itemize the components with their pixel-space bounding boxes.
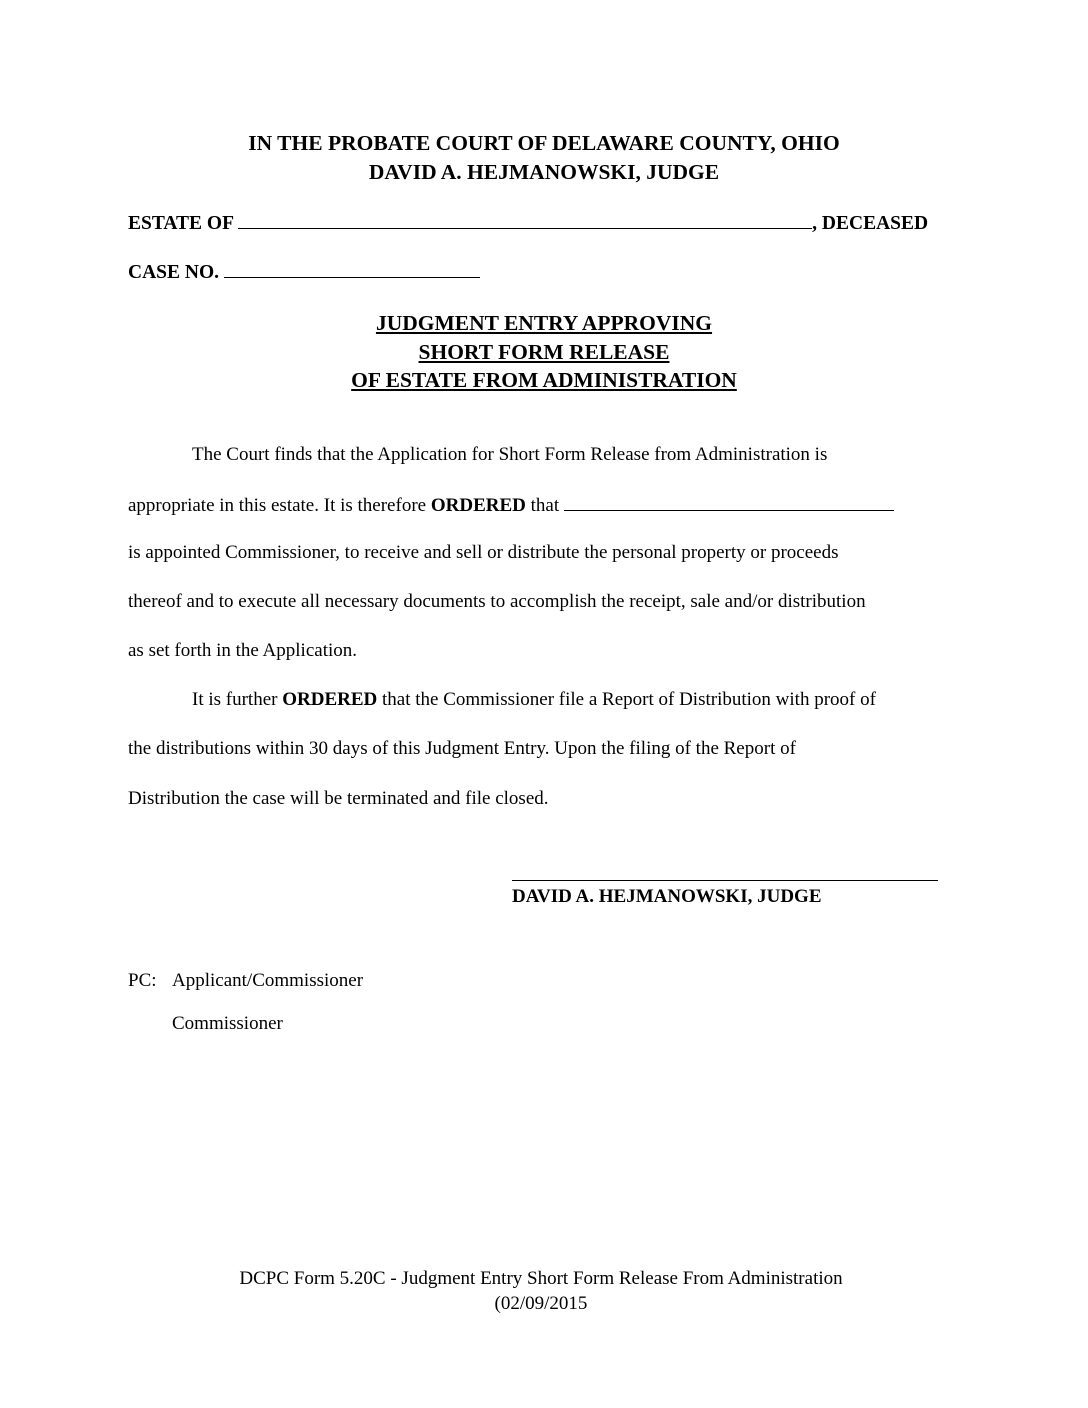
ordered-emphasis: ORDERED <box>282 689 378 710</box>
deceased-label: , DECEASED <box>812 213 929 234</box>
signature-name: DAVID A. HEJMANOWSKI, JUDGE <box>512 886 822 907</box>
case-number-field[interactable] <box>224 259 480 278</box>
judge-heading: DAVID A. HEJMANOWSKI, JUDGE <box>368 160 720 184</box>
body-text: thereof and to execute all necessary documents to accomplish the receipt, sale and/or distribution <box>128 591 866 612</box>
footer-form-id: DCPC Form 5.20C - Judgment Entry Short Form Release From Administration <box>239 1268 843 1289</box>
estate-line <box>128 210 928 236</box>
signature-line[interactable] <box>512 880 938 881</box>
body-text: that the Commissioner file a Report of Distribution with proof of <box>377 689 876 710</box>
body-text: The Court finds that the Application for Short Form Release from Administration is <box>192 444 828 465</box>
commissioner-name-field[interactable] <box>564 492 894 511</box>
body-text: that <box>525 495 564 516</box>
pc-recipient: Commissioner <box>172 1013 283 1034</box>
footer-date: (02/09/2015 <box>494 1293 588 1314</box>
estate-name-field[interactable] <box>238 210 812 229</box>
case-label: CASE NO. <box>128 262 220 283</box>
ordered-emphasis: ORDERED <box>430 495 526 516</box>
document-title-line2: SHORT FORM RELEASE <box>418 340 670 364</box>
document-title-line3: OF ESTATE FROM ADMINISTRATION <box>351 368 737 392</box>
body-text-order <box>128 492 894 518</box>
estate-label: ESTATE OF <box>128 213 234 234</box>
body-text: It is further <box>192 689 283 710</box>
body-text: Distribution the case will be terminated and file closed. <box>128 788 549 809</box>
body-text: as set forth in the Application. <box>128 640 358 661</box>
court-heading: IN THE PROBATE COURT OF DELAWARE COUNTY, OHIO <box>248 131 840 155</box>
body-text: is appointed Commissioner, to receive and sell or distribute the personal property or proceeds <box>128 542 839 563</box>
case-line <box>128 259 480 285</box>
pc-recipient: Applicant/Commissioner <box>172 970 364 991</box>
pc-label: PC: <box>128 970 157 991</box>
body-text: appropriate in this estate. It is therefore <box>128 495 431 516</box>
document-title-line1: JUDGMENT ENTRY APPROVING <box>375 311 713 335</box>
body-text: the distributions within 30 days of this Judgment Entry. Upon the filing of the Report of <box>128 738 796 759</box>
body-text-further <box>192 688 876 712</box>
